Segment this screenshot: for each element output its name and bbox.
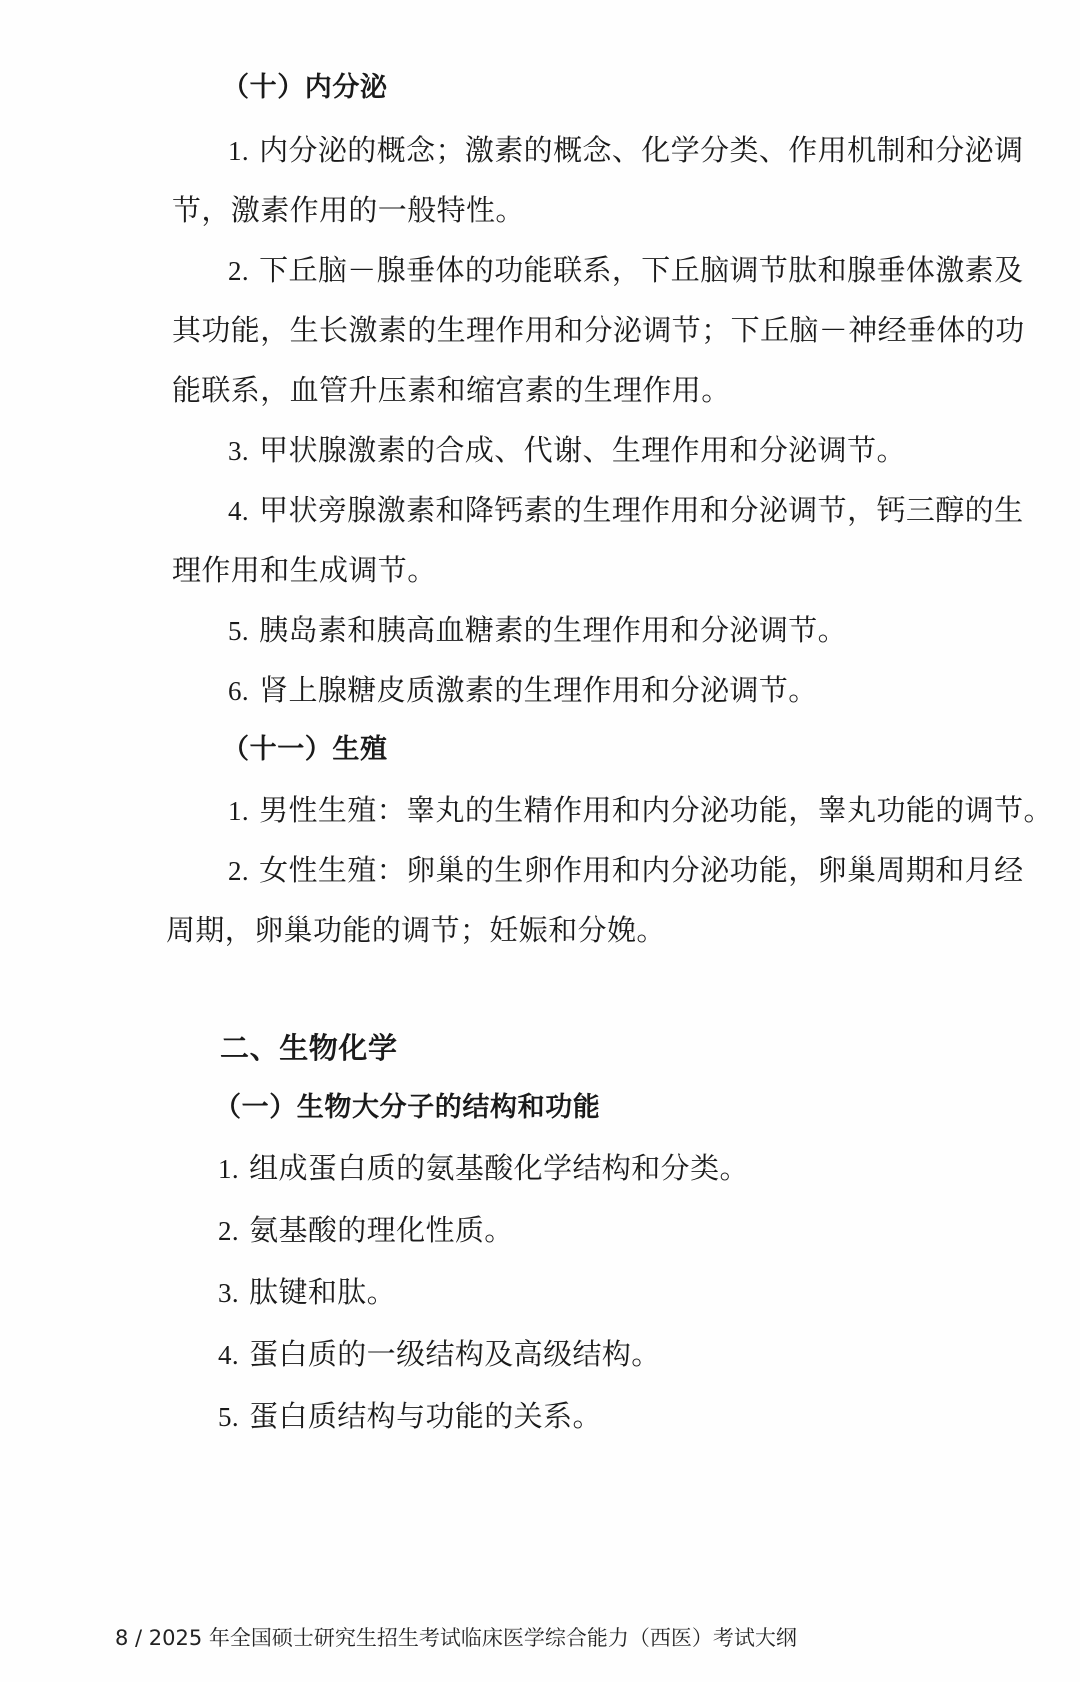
item-text: 肾上腺糖皮质激素的生理作用和分泌调节。 (259, 673, 818, 707)
list-item (218, 1212, 514, 1249)
item-number: 1. (228, 796, 250, 826)
item-continuation: 理作用和生成调节。 (172, 553, 437, 587)
item-continuation: 能联系，血管升压素和缩宫素的生理作用。 (172, 373, 731, 407)
list-item (228, 792, 1053, 829)
item-text: 组成蛋白质的氨基酸化学结构和分类。 (249, 1151, 749, 1185)
item-number: 2. (218, 1216, 240, 1246)
section-heading-macromolecules: （一）生物大分子的结构和功能 (214, 1092, 601, 1123)
item-number: 4. (218, 1340, 240, 1370)
list-item (228, 432, 906, 469)
item-number: 3. (218, 1278, 240, 1308)
item-text: 男性生殖：睾丸的生精作用和内分泌功能，睾丸功能的调节。 (259, 793, 1053, 827)
page-footer: 8 / 2025 年全国硕士研究生招生考试临床医学综合能力（西医）考试大纲 (115, 1626, 797, 1650)
section-heading-endocrine: （十）内分泌 (222, 72, 388, 103)
item-text: 内分泌的概念；激素的概念、化学分类、作用机制和分泌调 (259, 133, 1024, 167)
item-continuation: 节，激素作用的一般特性。 (172, 193, 525, 227)
item-text: 甲状旁腺激素和降钙素的生理作用和分泌调节，钙三醇的生 (259, 493, 1024, 527)
part-heading-biochemistry: 二、生物化学 (220, 1031, 398, 1065)
item-number: 6. (228, 676, 250, 706)
item-number: 1. (228, 136, 250, 166)
list-item (218, 1274, 396, 1311)
list-item (228, 252, 1023, 289)
item-continuation: 周期，卵巢功能的调节；妊娠和分娩。 (166, 913, 666, 947)
item-number: 2. (228, 856, 250, 886)
section-heading-reproduction: （十一）生殖 (222, 734, 388, 765)
item-text: 胰岛素和胰高血糖素的生理作用和分泌调节。 (259, 613, 848, 647)
item-text: 蛋白质结构与功能的关系。 (249, 1399, 602, 1433)
list-item (218, 1336, 661, 1373)
item-text: 甲状腺激素的合成、代谢、生理作用和分泌调节。 (259, 433, 906, 467)
item-text: 肽键和肽。 (249, 1275, 397, 1309)
item-text: 蛋白质的一级结构及高级结构。 (249, 1337, 661, 1371)
item-number: 2. (228, 256, 250, 286)
list-item (218, 1150, 749, 1187)
item-number: 1. (218, 1154, 240, 1184)
list-item (228, 132, 1023, 169)
item-number: 5. (218, 1402, 240, 1432)
item-continuation: 其功能，生长激素的生理作用和分泌调节；下丘脑－神经垂体的功 (172, 313, 1025, 347)
item-number: 4. (228, 496, 250, 526)
item-text: 女性生殖：卵巢的生卵作用和内分泌功能，卵巢周期和月经 (259, 853, 1024, 887)
item-text: 下丘脑－腺垂体的功能联系，下丘脑调节肽和腺垂体激素及 (259, 253, 1024, 287)
item-text: 氨基酸的理化性质。 (249, 1213, 514, 1247)
list-item (228, 672, 818, 709)
item-number: 5. (228, 616, 250, 646)
item-number: 3. (228, 436, 250, 466)
list-item (228, 852, 1023, 889)
list-item (218, 1398, 602, 1435)
list-item (228, 492, 1023, 529)
list-item (228, 612, 847, 649)
